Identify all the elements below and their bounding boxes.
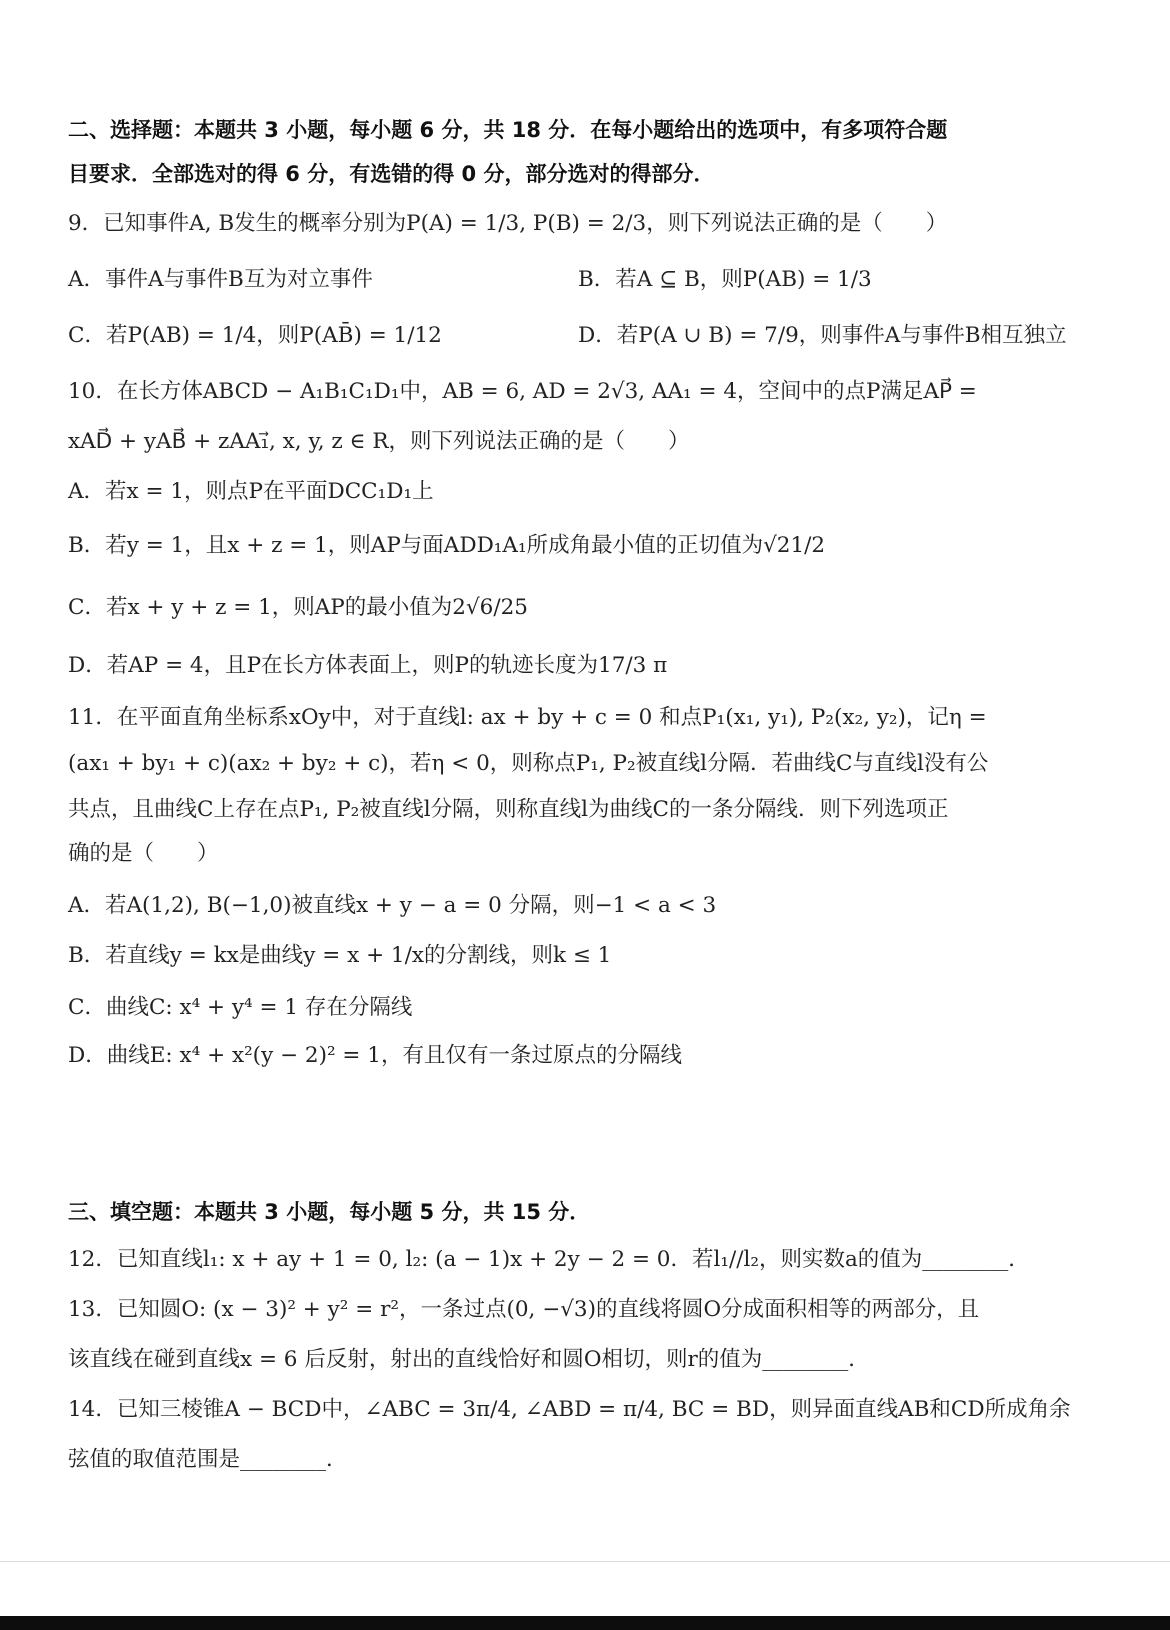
q11-stem-line-2: (ax₁ + by₁ + c)(ax₂ + by₂ + c)，若η < 0，则称点P₁, P₂被直线l分隔．若曲线C与直线l没有公 xyxy=(68,751,989,776)
q11-option-a: A．若A(1,2), B(−1,0)被直线x + y − a = 0 分隔，则−1 < a < 3 xyxy=(68,893,717,918)
q9-option-b: B．若A ⊆ B，则P(AB) = 1/3 xyxy=(578,267,872,292)
q11-option-d: D．曲线E: x⁴ + x²(y − 2)² = 1，有且仅有一条过原点的分隔线 xyxy=(68,1043,682,1068)
q11-stem-line-3: 共点，且曲线C上存在点P₁, P₂被直线l分隔，则称直线l为曲线C的一条分隔线．则下列选项正 xyxy=(68,797,949,822)
section-2-heading-line-2: 目要求．全部选对的得 6 分，有选错的得 0 分，部分选对的得部分． xyxy=(68,162,715,186)
q13-line-1: 13．已知圆O: (x − 3)² + y² = r²，一条过点(0, −√3)的直线将圆O分成面积相等的两部分，且 xyxy=(68,1297,980,1322)
q11-stem-line-4: 确的是（ ） xyxy=(68,841,219,866)
q10-option-c: C．若x + y + z = 1，则AP的最小值为2√6/25 xyxy=(68,595,528,620)
q10-option-b: B．若y = 1，且x + z = 1，则AP与面ADD₁A₁所成角最小值的正切值为√21/2 xyxy=(68,533,826,558)
q13-line-2: 该直线在碰到直线x = 6 后反射，射出的直线恰好和圆O相切，则r的值为________． xyxy=(68,1347,870,1372)
q12-text: 12．已知直线l₁: x + ay + 1 = 0, l₂: (a − 1)x + 2y − 2 = 0．若l₁//l₂，则实数a的值为________． xyxy=(68,1247,1030,1272)
q10-stem-line-1: 10．在长方体ABCD − A₁B₁C₁D₁中，AB = 6, AD = 2√3, AA₁ = 4，空间中的点P满足AP⃗ = xyxy=(68,379,977,404)
section-2-heading-line-1: 二、选择题：本题共 3 小题，每小题 6 分，共 18 分．在每小题给出的选项中，有多项符合题 xyxy=(68,118,948,142)
q10-option-d: D．若AP = 4，且P在长方体表面上，则P的轨迹长度为17/3 π xyxy=(68,653,668,678)
q11-option-b: B．若直线y = kx是曲线y = x + 1/x的分割线，则k ≤ 1 xyxy=(68,943,612,968)
q11-option-c: C．曲线C: x⁴ + y⁴ = 1 存在分隔线 xyxy=(68,995,413,1020)
bottom-dark-band xyxy=(0,1616,1170,1630)
q9-stem: 9．已知事件A, B发生的概率分别为P(A) = 1/3, P(B) = 2/3，则下列说法正确的是（ ） xyxy=(68,211,948,236)
q9-option-c: C．若P(AB) = 1/4，则P(AB̄) = 1/12 xyxy=(68,323,442,348)
q11-stem-line-1: 11．在平面直角坐标系xOy中，对于直线l: ax + by + c = 0 和点P₁(x₁, y₁), P₂(x₂, y₂)，记η = xyxy=(68,705,987,730)
q9-option-d: D．若P(A ∪ B) = 7/9，则事件A与事件B相互独立 xyxy=(578,323,1067,348)
section-3-heading: 三、填空题：本题共 3 小题，每小题 5 分，共 15 分． xyxy=(68,1200,591,1224)
page-bottom-divider xyxy=(0,1561,1170,1562)
q10-option-a: A．若x = 1，则点P在平面DCC₁D₁上 xyxy=(68,479,434,504)
q14-line-2: 弦值的取值范围是________． xyxy=(68,1447,348,1472)
q10-stem-line-2: xAD⃗ + yAB⃗ + zAA₁⃗, x, y, z ∈ R，则下列说法正确的是（ ） xyxy=(68,429,690,454)
q14-line-1: 14．已知三棱锥A − BCD中，∠ABC = 3π/4, ∠ABD = π/4, BC = BD，则异面直线AB和CD所成角余 xyxy=(68,1397,1071,1422)
q9-option-a: A．事件A与事件B互为对立事件 xyxy=(68,267,373,292)
